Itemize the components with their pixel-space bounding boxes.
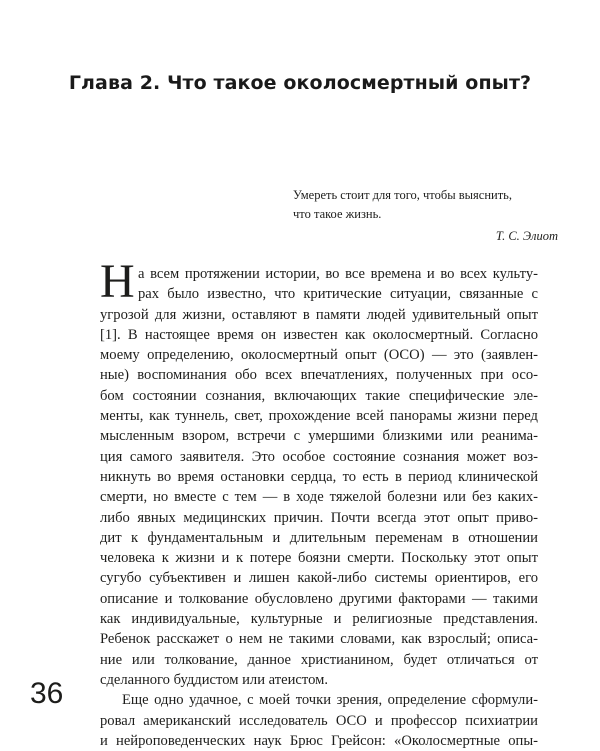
chapter-title: Глава 2. Что такое околосмертный опыт? xyxy=(68,72,532,94)
text-line: а всем протяжении истории, во все времена и во всех культу- xyxy=(138,266,538,282)
text-line: сугубо субъективен и лишен какой-либо системы ориентиров, его xyxy=(100,570,538,587)
text-line: смерти, но вместе с тем — в ходе тяжелой болезни или без каких- xyxy=(100,489,538,506)
text-line: мысленным взором, встречи с умершими близкими или реанима- xyxy=(100,428,538,445)
text-line: Еще одно удачное, с моей точки зрения, определение сформули- xyxy=(122,692,538,709)
text-line: описание и толкование обусловлено другими факторами — такими xyxy=(100,590,538,607)
text-line: бом состоянии сознания, включающих такие специфические эле- xyxy=(100,387,538,404)
text-line: как индивидуальные, культурные и религиозные представления. xyxy=(100,611,538,628)
text-line: рах было известно, что критические ситуации, связанные с xyxy=(138,286,538,303)
epigraph-quote-line: что такое жизнь. xyxy=(293,207,382,221)
text-line: менты, как туннель, свет, прохождение всей панорамы жизни перед xyxy=(100,408,538,425)
text-line: либо явных медицинских причин. Почти всегда этот опыт приво- xyxy=(100,509,538,526)
text-line: ние или толкование, данное христианином, будет отличаться от xyxy=(100,651,538,668)
text-line: моему определению, околосмертный опыт (ОСО) — это (заявлен- xyxy=(100,347,538,364)
text-line: человека к жизни и к потере боязни смерти. Поскольку этот опыт xyxy=(100,550,538,567)
page-number: 36 xyxy=(30,677,64,710)
text-line: [1]. В настоящее время он известен как околосмертный. Согласно xyxy=(100,326,538,343)
epigraph xyxy=(293,186,558,246)
text-line: сделанного буддистом или атеистом. xyxy=(100,671,328,688)
text-line: угрозой для жизни, оставляют в памяти людей удивительный опыт xyxy=(100,306,538,323)
text-line: никнуть во время остановки сердца, то есть в период клинической xyxy=(100,468,538,485)
drop-cap: Н xyxy=(100,255,135,308)
paragraph-2 xyxy=(100,690,538,751)
text-line: Ребенок расскажет о нем не такими словами, как взрослый; описа- xyxy=(100,631,538,648)
text-line: ные) воспоминания обо всех впечатлениях, полученных при осо- xyxy=(100,367,538,384)
text-line: и нейроповеденческих наук Брюс Грейсон: «Околосмертные опы- xyxy=(100,732,538,749)
epigraph-quote-line: Умереть стоит для того, чтобы выяснить, xyxy=(293,188,512,202)
text-line: ровал американский исследователь ОСО и профессор психиатрии xyxy=(100,712,538,729)
body-text xyxy=(100,255,538,751)
epigraph-author: Т. С. Элиот xyxy=(495,229,558,243)
paragraph-1 xyxy=(100,255,538,690)
text-line: дит к фундаментальным и длительным переменам в отношении xyxy=(100,529,538,546)
text-line: ция самого заявителя. Это особое состояние сознания может воз- xyxy=(100,448,538,465)
